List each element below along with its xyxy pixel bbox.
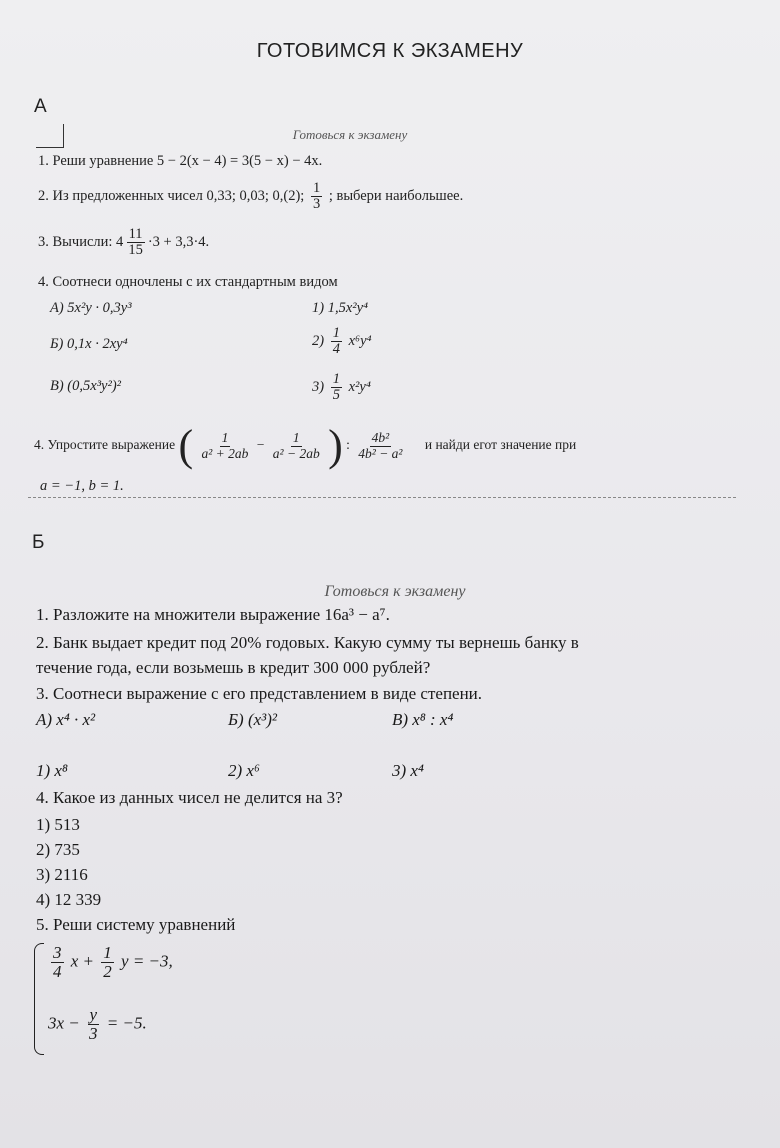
b-q3-option-v: В) x⁸ : x⁴ [392,710,454,729]
a-q5-f1-den: a² + 2ab [201,445,249,461]
a-answer-2-suffix: x⁶y⁴ [348,333,372,350]
b-q3-answer-2: 2) x⁶ [228,761,260,780]
b-q4-option-3: 3) 2116 [36,865,88,884]
b-question-1: 1. Разложите на множители выражение 16a³ − a⁷. [36,605,390,624]
a-answer-1: 1) 1,5x²y⁴ [312,300,369,316]
a-question-3 [38,227,209,258]
a-answer-3-prefix: 3) [312,379,325,396]
a-q5-f2-den: a² − 2ab [272,445,320,461]
section-a-label: А [34,96,47,117]
a-answer-2 [312,326,372,357]
a-answer-3-den: 5 [332,387,340,404]
system-brace-icon [34,943,44,1055]
b-eq2-f-den: 3 [89,1023,98,1043]
b-question-5: 5. Реши систему уравнений [36,915,236,934]
a-q5-f3-den: 4b² − a² [358,445,403,461]
a-q5-fraction-2 [271,431,322,460]
a-question-5 [34,421,577,470]
b-q4-option-2: 2) 735 [36,840,80,859]
a-q2-fraction [311,181,322,212]
a-q3-frac-den: 15 [128,242,143,259]
b-question-3: 3. Соотнеси выражение с его представлением в виде степени. [36,684,483,703]
a-answer-3-suffix: x²y⁴ [348,379,371,396]
b-eq1-fraction-2 [101,944,114,981]
section-b-label: Б [32,532,45,553]
a-q2-prefix: 2. Из предложенных чисел 0,33; 0,03; 0,(2); [38,188,305,205]
b-eq1-f1-den: 4 [53,961,62,981]
b-q3-option-a: А) x⁴ · x² [36,710,96,729]
b-question-2-line-2: течение года, если возьмешь в кредит 300 000 рублей? [36,658,431,677]
b-eq1-end: y = −3, [121,951,173,971]
a-q3-frac-num: 11 [128,226,143,242]
a-option-b: Б) 0,1x · 2xy⁴ [50,336,128,352]
a-q5-prefix: 4. Упростите выражение [34,437,176,453]
b-q3-answer-1: 1) x⁸ [36,761,68,780]
a-q3-suffix: ·3 + 3,3·4. [147,234,210,251]
a-q5-f2-num: 1 [292,430,300,446]
b-eq1-f1-num: 3 [53,943,62,962]
a-answer-2-fraction [331,326,342,357]
a-q2-frac-den: 3 [312,196,321,213]
section-b-subtitle: Готовься к экзамену [324,583,466,600]
a-q5-fraction-3 [356,431,404,460]
b-eq1-f2-den: 2 [103,961,112,981]
section-divider [28,497,736,498]
page-title: ГОТОВИМСЯ К ЭКЗАМЕНУ [256,40,524,62]
b-q3-answer-3: 3) x⁴ [392,761,424,780]
a-q5-fraction-1 [200,431,251,460]
b-eq1-fraction-1 [51,944,64,981]
a-answer-3 [312,372,371,403]
a-q5-values: a = −1, b = 1. [40,478,124,494]
a-answer-2-prefix: 2) [312,333,325,350]
a-q3-fraction [126,227,145,258]
b-q3-option-b: Б) (x³)² [228,710,277,729]
a-option-a: А) 5x²y · 0,3y³ [50,300,132,316]
a-question-1: 1. Реши уравнение 5 − 2(x − 4) = 3(5 − x) − 4x. [38,153,323,169]
b-eq2-end: = −5. [106,1013,147,1033]
a-q2-suffix: ; выбери наибольшее. [328,188,464,205]
b-question-4: 4. Какое из данных чисел не делится на 3? [36,788,343,807]
b-eq1-f2-num: 1 [103,943,112,962]
a-answer-2-num: 1 [332,325,340,341]
b-q4-option-1: 1) 513 [36,815,80,834]
a-q5-minus: − [256,437,265,453]
b-eq2-start: 3x − [48,1013,80,1033]
a-q5-f1-num: 1 [221,430,229,446]
a-answer-3-fraction [331,372,342,403]
a-q2-frac-num: 1 [312,180,321,196]
b-equation-2 [48,1006,147,1043]
a-question-2 [38,181,463,212]
b-eq2-f-num: y [89,1005,98,1024]
b-eq2-fraction [87,1006,100,1043]
a-option-v: В) (0,5x³y²)² [50,378,122,394]
b-q4-option-4: 4) 12 339 [36,890,102,909]
right-paren-icon: ) [328,421,343,470]
a-q5-f3-num: 4b² [371,430,390,446]
a-answer-3-num: 1 [332,371,340,387]
b-question-2-line-1: 2. Банк выдает кредит под 20% годовых. Какую сумму ты вернешь банку в [36,633,579,652]
a-q5-colon: : [346,437,350,453]
a-answer-2-den: 4 [332,341,340,358]
b-eq1-mid: x + [70,951,95,971]
section-a-subtitle: Готовься к экзамену [292,127,408,142]
a-q5-suffix: и найди егот значение при [424,437,577,453]
a-q3-prefix: 3. Вычисли: 4 [38,234,124,251]
b-equation-1 [48,944,173,981]
left-paren-icon: ( [178,421,194,470]
a-question-4: 4. Соотнеси одночлены с их стандартным видом [38,274,338,290]
